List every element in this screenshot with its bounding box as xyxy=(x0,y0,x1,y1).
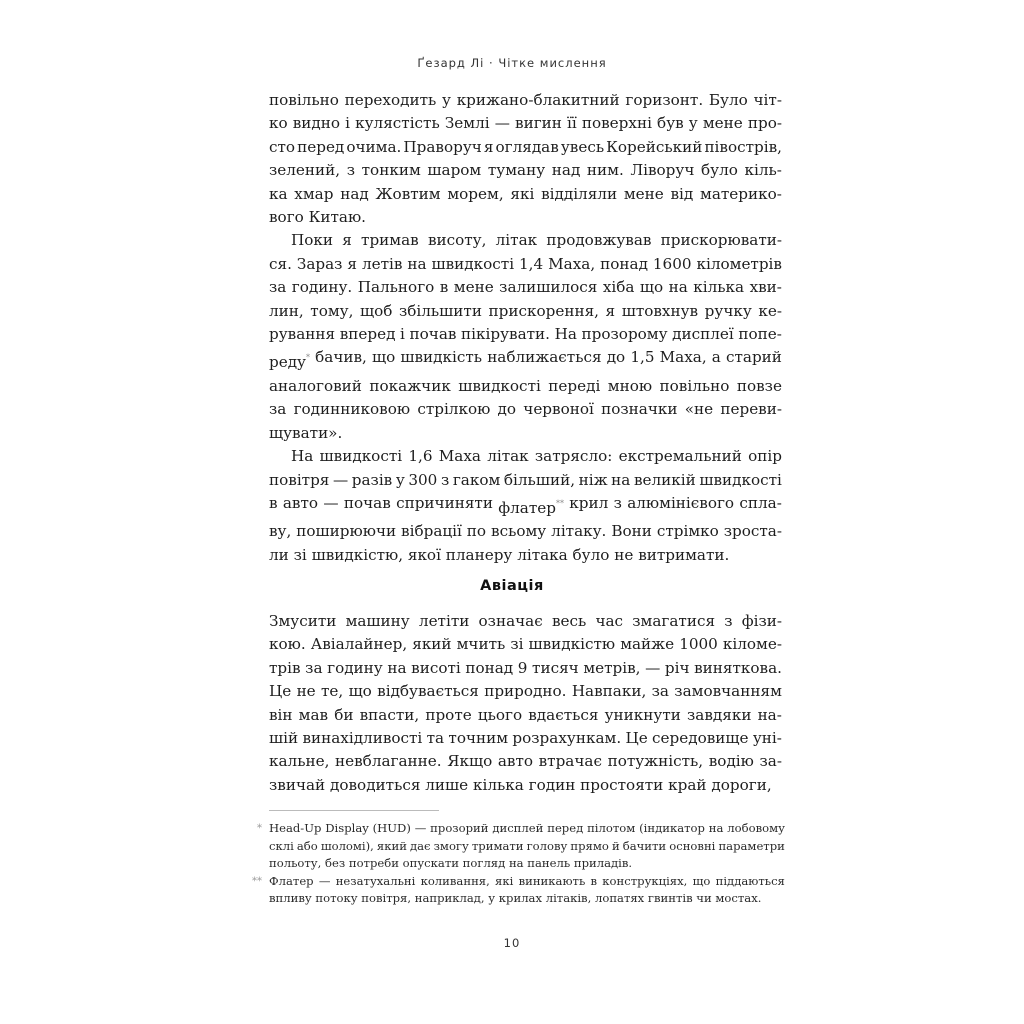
footnote xyxy=(240,873,785,908)
footnote-divider xyxy=(269,810,439,811)
text-line: вого Китаю. xyxy=(269,208,367,227)
footnote-reference: ** xyxy=(555,498,564,508)
text-line: за годинниковою стрілкою до червоної позначки «не переви- xyxy=(269,400,782,419)
footnote-line: Head-Up Display (HUD) — прозорий дисплей перед пілотом (індикатор на лобовому xyxy=(269,821,785,835)
footnote-line: Флатер — незатухальні коливання, які виникають в конструкціях, що піддаються xyxy=(269,873,785,888)
section-title: Авіація xyxy=(480,578,544,594)
text-line: аналоговий покажчик швидкості переді мною повільно повзе xyxy=(269,376,782,395)
text-line: рування вперед і почав пікірувати. На прозорому дисплеї попе- xyxy=(269,325,782,344)
text-line: звичай доводиться лише кілька годин простояти край дороги, xyxy=(269,775,772,794)
page-number: 10 xyxy=(503,936,521,950)
text-line: зелений, з тонким шаром туману над ним. Ліворуч було кіль- xyxy=(269,161,782,180)
text-line: ли зі швидкістю, якої планеру літака було не витримати. xyxy=(269,545,730,564)
text-line: ву, поширюючи вібрації по всьому літаку. Вони стрімко зроста- xyxy=(269,522,782,541)
body-text-top xyxy=(269,89,782,567)
footnote-line: склі або шоломі), який дає змогу тримати голову прямо й бачити основні параметри xyxy=(269,838,785,853)
text-line: шій винахідливості та точним розрахункам. Це середовище уні- xyxy=(269,729,782,748)
text-line: за годину. Пального в мене залишилося хіба що на кілька хви- xyxy=(269,278,782,297)
text-line: він мав би впасти, проте цього вдається уникнути завдяки на- xyxy=(269,705,782,724)
paragraph xyxy=(269,610,782,797)
text-line: лин, тому, щоб збільшити прискорення, я штовхнув ручку ке- xyxy=(269,301,782,320)
text-line: повільно переходить у крижано-блакитний горизонт. Було чіт- xyxy=(269,91,782,109)
text-line: На швидкості 1,6 Маха літак затрясло: екстремальний опір xyxy=(291,447,782,466)
footnote-line: польоту, без потреби опускати погляд на панель приладів. xyxy=(269,856,633,870)
footnote-mark: * xyxy=(257,823,262,834)
text-line: Поки я тримав висоту, літак продовжував прискорювати- xyxy=(291,231,782,250)
body-text-bottom xyxy=(269,610,782,797)
text-line: Змусити машину летіти означає весь час змагатися з фізи- xyxy=(269,612,782,630)
text-line: щувати». xyxy=(269,423,343,442)
text-line: Це не те, що відбувається природно. Навпаки, за замовчанням xyxy=(269,682,782,701)
paragraph xyxy=(269,89,782,229)
text-line: ся. Зараз я летів на швидкості 1,4 Маха, понад 1600 кілометрів xyxy=(269,254,782,273)
footnote-line: впливу потоку повітря, наприклад, у крилах літаків, лопатях гвинтів чи мостах. xyxy=(269,891,762,905)
text-line: ко видно і кулястість Землі — вигин її поверхні був у мене про- xyxy=(269,114,782,133)
paragraph xyxy=(269,445,782,567)
footnote-reference: * xyxy=(306,353,310,363)
text-line: реду* бачив, що швидкість наближається до 1,5 Маха, а старий xyxy=(269,348,782,372)
text-line: кальне, невблаганне. Якщо авто втрачає потужність, водію за- xyxy=(269,752,782,771)
text-line: повітря — разів у 300 з гаком більший, ніж на великій швидкості xyxy=(269,470,782,489)
footnote xyxy=(240,820,785,873)
footnotes xyxy=(240,820,785,908)
text-line: в авто — почав спричиняти флатер** крил з алюмінієвого спла- xyxy=(269,493,782,517)
text-line: трів за годину на висоті понад 9 тисяч метрів, — річ виняткова. xyxy=(269,658,782,677)
text-line: кою. Авіалайнер, який мчить зі швидкістю майже 1000 кіломе- xyxy=(269,635,782,654)
paragraph xyxy=(269,229,782,445)
text-line: ка хмар над Жовтим морем, які відділяли мене від материко- xyxy=(269,184,782,203)
text-line: сто перед очима. Праворуч я оглядав увесь Корейський півострів, xyxy=(269,137,782,156)
running-head: Ґезард Лі · Чітке мислення xyxy=(417,56,607,70)
footnote-mark: ** xyxy=(252,875,262,887)
